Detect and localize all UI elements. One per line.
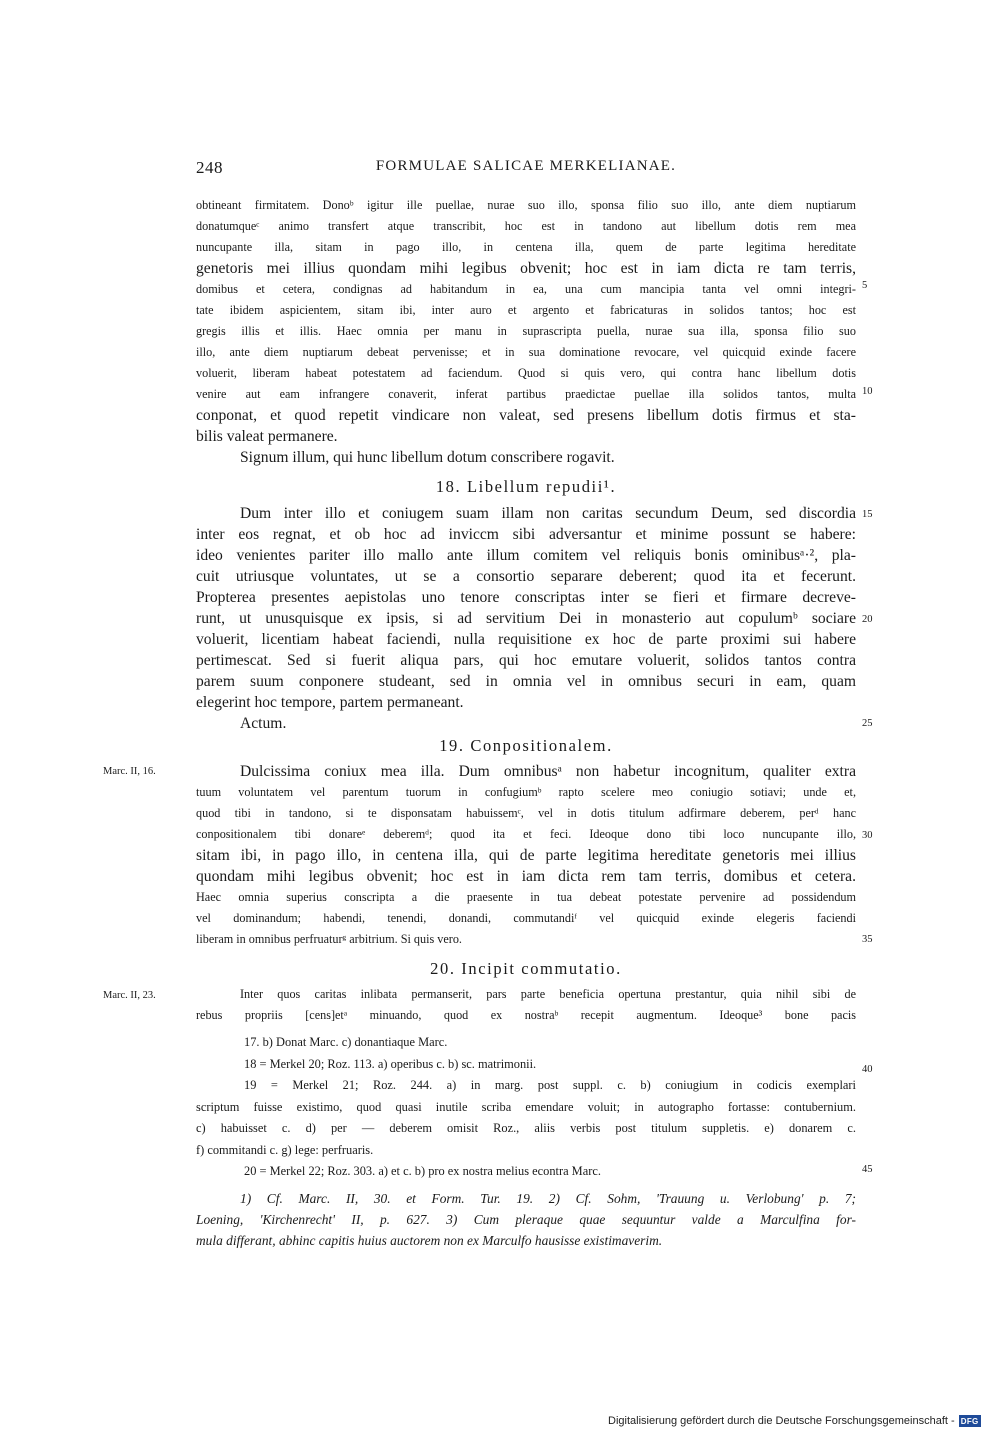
margin-reference: Marc. II, 23. (103, 990, 156, 1001)
text-line: conpositionalem tibi donareᵉ deberemᵈ; quod ita et feci. Ideoque dono tibi loco nuncupante illo, (196, 827, 856, 841)
text-line: tuum voluntatem vel parentum tuorum in confugiumᵇ rapto scelere meo coniugio sotiavi; unde et, (196, 785, 856, 799)
text-line: conponat, et quod repetit vindicare non valeat, sed presens libellum dotis firmus et sta- (196, 407, 856, 424)
apparatus-line: 18 = Merkel 20; Roz. 113. a) operibus c. b) sc. matrimonii. (244, 1056, 537, 1071)
text-line: tate ibidem aspicientem, sitam ibi, inter auro et argento et fabricaturas in solidos tantos; hoc est (196, 303, 856, 317)
text-line: Dulcissima coniux mea illa. Dum omnibusᵃ non habetur incognitum, qualiter extra (240, 763, 856, 780)
section-18-text (196, 503, 856, 734)
footnote-line: mula differant, abhinc capitis huius auctorem non ex Marculfo hausisse existimaverim. (196, 1233, 663, 1248)
line-number: 5 (862, 280, 868, 291)
text-line: gregis illis et illis. Haec omnia per manu in suprascripta puella, nurae sua illa, sponsa filio suo (196, 324, 856, 338)
text-line: rebus propriis [cens]etᵃ minuando, quod ex nostraᵇ recepit augmentum. Ideoque³ bone pacis (196, 1008, 856, 1022)
section-17-text (196, 195, 856, 468)
footnote-line: 1) Cf. Marc. II, 30. et Form. Tur. 19. 2) Cf. Sohm, 'Trauung u. Verlobung' p. 7; (240, 1191, 856, 1206)
apparatus-line: 19 = Merkel 21; Roz. 244. a) in marg. post suppl. c. b) coniugium in codicis exemplari (244, 1078, 856, 1092)
text-line: cuit utriusque voluntates, ut se a consortio separare deberent; quod ita et fecerunt. (196, 568, 856, 585)
section-18-heading: 18. Libellum repudii¹. (435, 477, 617, 496)
text-line: Actum. (240, 715, 287, 732)
text-line: Haec omnia superius conscripta a die praesente in tua debeat potestate pervenire ad possidendum (196, 890, 856, 904)
line-number: 10 (862, 386, 873, 397)
footnote-line: Loening, 'Kirchenrecht' II, p. 627. 3) Cum pleraque quae sequuntur valde a Marculfina for- (196, 1212, 856, 1227)
page-number: 248 (196, 158, 223, 177)
section-20-text (196, 984, 856, 1026)
footnotes (196, 1188, 856, 1251)
line-number: 25 (862, 718, 873, 729)
text-line: runt, ut unusquisque ex ipsis, si ad servitium Dei in monasterio aut copulumᵇ sociare (196, 610, 856, 627)
section-19-text (196, 761, 856, 950)
credit-text: Digitalisierung gefördert durch die Deutsche Forschungsgemeinschaft - (608, 1415, 955, 1427)
page-header (196, 158, 856, 182)
text-line: voluerit, licentiam habeat faciendi, nulla requisitione ex hoc de parte proximi sui habere (196, 631, 856, 648)
text-line: Inter quos caritas inlibata permanserit, pars parte beneficia opertuna prestantur, quia nihil sibi de (240, 987, 856, 1001)
text-line: voluerit, liberam habeat potestatem ad faciendum. Quod si quis vero, qui contra hanc libellum dotis (196, 366, 856, 380)
text-line: illo, ante diem nuptiarum debeat pervenisse; et in sua dominatione revocare, vel quicquid exinde facere (196, 345, 856, 359)
apparatus-line: c) habuisset c. d) per — deberem omisit Roz., aliis verbis post titulum suppletis. e) donarem c. (196, 1121, 856, 1135)
text-line: venire aut eam infrangere conaverit, inferat partibus praedictae puellae illa solidos tantos, multa (196, 387, 856, 401)
text-line: sitam ibi, in pago illo, in centena illa, qui de parte legitima hereditate genetoris mei illius (196, 847, 856, 864)
text-line: Propterea presentes aepistolas uno tenore conscriptas inter se fieri et firmare decreve- (196, 589, 856, 606)
text-line: quod tibi in tandono, si te disponsatam habuissemᶜ, vel in dotis titulum adfirmare deberem, perᵈ hanc (196, 806, 856, 820)
apparatus-line: scriptum fuisse existimo, quod quasi inutile scriba emendare voluit; in autographo fortasse: contubernium. (196, 1099, 856, 1114)
text-line: bilis valeat permanere. (196, 428, 338, 445)
text-line: liberam in omnibus perfruaturᵍ arbitrium. Si quis vero. (196, 932, 462, 946)
apparatus-line: f) commitandi c. g) lege: perfruaris. (196, 1142, 374, 1157)
line-number: 15 (862, 509, 873, 520)
text-line: domibus et cetera, condignas ad habitandum in ea, una cum mancipia tanta vel omni integri- (196, 282, 856, 296)
line-number: 35 (862, 934, 873, 945)
running-title: FORMULAE SALICAE MERKELIANAE. (375, 158, 677, 174)
text-line: elegerint hoc tempore, partem permaneant. (196, 694, 464, 711)
text-line: parem suum conponere studeant, sed in omnia vel in omnibus securi in eam, quam (196, 673, 856, 690)
apparatus-line: 17. b) Donat Marc. c) donantiaque Marc. (244, 1035, 448, 1049)
text-line: obtineant firmitatem. Donoᵇ igitur ille puellae, nurae suo illo, sponsa filio suo illo, ante diem nuptiarum (196, 198, 856, 212)
text-line: Signum illum, qui hunc libellum dotum conscribere rogavit. (240, 449, 615, 466)
dfg-logo: DFG (959, 1415, 981, 1427)
apparatus-line: 20 = Merkel 22; Roz. 303. a) et c. b) pro ex nostra melius econtra Marc. (244, 1164, 601, 1178)
critical-apparatus (196, 1032, 856, 1183)
margin-reference: Marc. II, 16. (103, 766, 156, 777)
line-number: 20 (862, 614, 873, 625)
line-number: 40 (862, 1064, 873, 1075)
line-number: 30 (862, 830, 873, 841)
text-line: Dum inter illo et coniugem suam illam non caritas secundum Deum, sed discordia (240, 505, 856, 522)
text-line: donatumqueᶜ animo transfert atque transcribit, hoc est in tandono aut libellum dotis rem mea (196, 219, 856, 233)
text-line: genetoris mei illius quondam mihi legibus obvenit; hoc est in iam dicta re tam terris, (196, 260, 856, 277)
text-line: quondam mihi legibus obvenit; hoc est in iam dicta rem tam terris, domibus et cetera. (196, 868, 856, 885)
text-line: inter eos regnat, et ob hoc ad inviccm sibi adversantur et minime possunt se habere: (196, 526, 856, 543)
text-line: vel dominandum; habendi, tenendi, donandi, commutandiᶠ vel quicquid exinde elegeris faciendi (196, 911, 856, 925)
section-19-heading: 19. Conpositionalem. (439, 736, 613, 755)
text-line: ideo venientes pariter illo mallo ante illum comitem vel reliquis bonis ominibusᵃ·², pla- (196, 547, 856, 564)
digitization-credit (608, 1413, 981, 1429)
line-number: 45 (862, 1164, 873, 1175)
text-line: nuncupante illa, sitam in pago illo, in centena illa, quem de parte legitima hereditate (196, 240, 856, 254)
section-20-heading: 20. Incipit commutatio. (430, 959, 622, 978)
text-line: pertimescat. Sed si fuerit aliqua pars, qui hoc emutare voluerit, solidos tantos contra (196, 652, 856, 669)
